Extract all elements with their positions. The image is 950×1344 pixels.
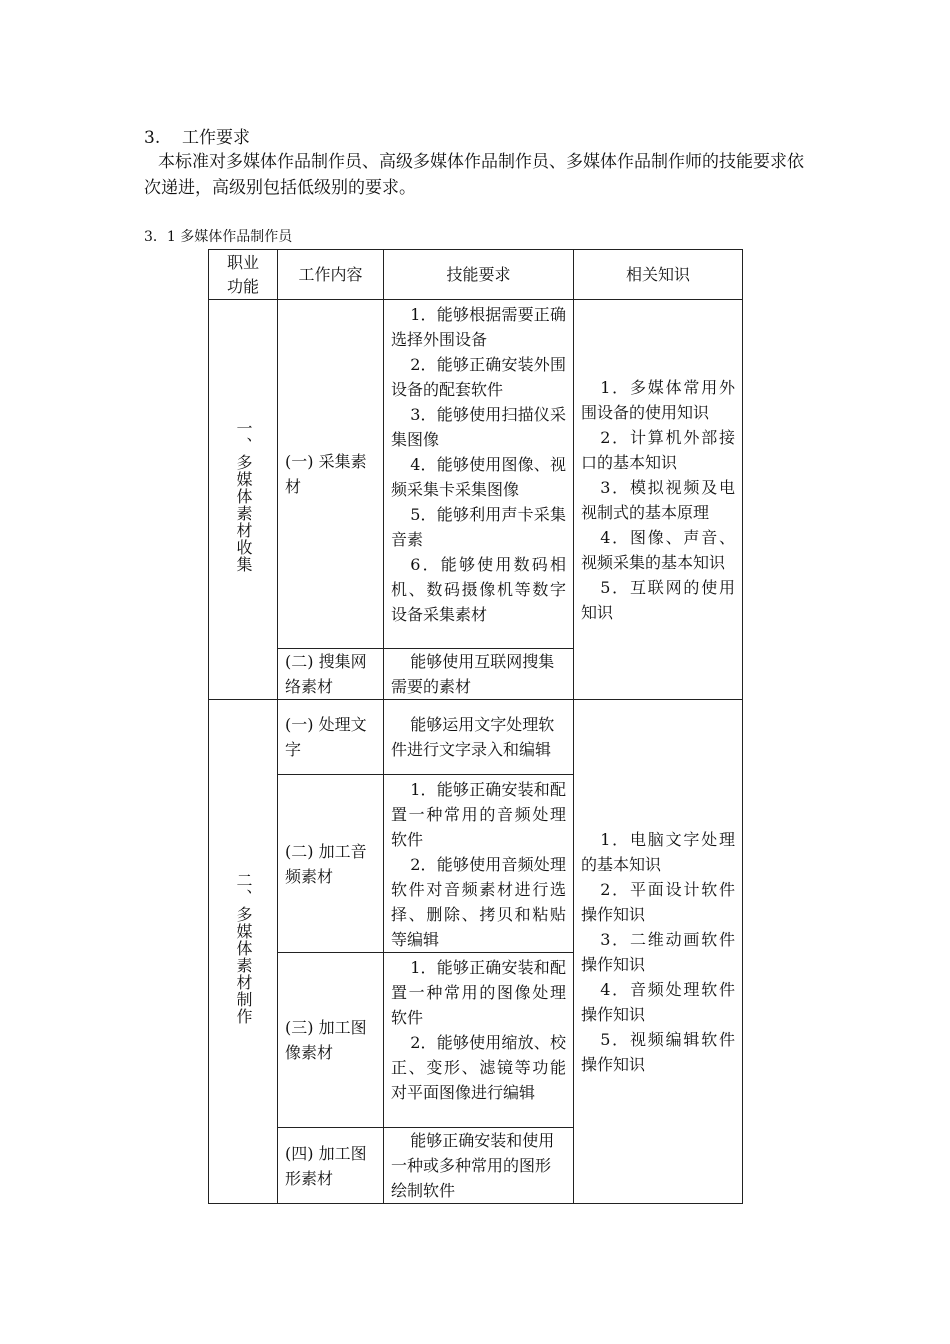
work-content-cell: (二) 加工音频素材 — [278, 775, 384, 953]
knowledge-item: 1．电脑文字处理的基本知识 — [581, 829, 735, 874]
work-content-cell: (四) 加工图形素材 — [278, 1128, 384, 1204]
knowledge-item: 4．音频处理软件操作知识 — [581, 979, 735, 1024]
knowledge-cell — [574, 700, 743, 1204]
skill-item: 1．能够正确安装和配置一种常用的音频处理软件 — [391, 780, 566, 849]
skill-item: 3．能够使用扫描仪采集图像 — [391, 405, 566, 449]
knowledge-item: 1．多媒体常用外围设备的使用知识 — [581, 377, 735, 422]
work-content-cell: (二) 搜集网络素材 — [278, 649, 384, 700]
knowledge-item: 2．计算机外部接口的基本知识 — [581, 427, 735, 472]
skill-item: 4．能够使用图像、视频采集卡采集图像 — [391, 455, 566, 499]
skills-cell — [384, 300, 574, 649]
skills-cell — [384, 775, 574, 953]
skill-item: 6．能够使用数码相机、数码摄像机等数字设备采集素材 — [391, 555, 566, 624]
knowledge-item: 4．图像、声音、视频采集的基本知识 — [581, 527, 735, 572]
header-skills: 技能要求 — [384, 250, 574, 300]
header-function — [209, 250, 278, 300]
work-content-cell: (一) 采集素材 — [278, 300, 384, 649]
table-row — [209, 300, 743, 649]
function-label: 一、多媒体素材收集 — [234, 419, 253, 573]
knowledge-item: 5．互联网的使用知识 — [581, 577, 735, 622]
skill-item: 2．能够使用缩放、校正、变形、滤镜等功能对平面图像进行编辑 — [391, 1033, 566, 1102]
skills-cell — [384, 953, 574, 1128]
subsection-heading: 3．1 多媒体作品制作员 — [144, 229, 293, 245]
skills-cell: 能够使用互联网搜集需要的素材 — [384, 649, 574, 700]
section-number: 3. — [144, 128, 161, 148]
header-function-label: 职业功能 — [226, 252, 259, 296]
skill-item: 5．能够利用声卡采集音素 — [391, 505, 566, 549]
work-content-cell: (一) 处理文字 — [278, 700, 384, 775]
header-content: 工作内容 — [278, 250, 384, 300]
header-knowledge: 相关知识 — [574, 250, 743, 300]
skill-item: 2．能够正确安装外围设备的配套软件 — [391, 355, 566, 399]
knowledge-item: 2．平面设计软件操作知识 — [581, 879, 735, 924]
table-row — [209, 700, 743, 775]
skill-item: 1．能够正确安装和配置一种常用的图像处理软件 — [391, 958, 566, 1027]
knowledge-item: 3．二维动画软件操作知识 — [581, 929, 735, 974]
work-content-cell: (三) 加工图像素材 — [278, 953, 384, 1128]
function-label: 二、多媒体素材制作 — [234, 871, 253, 1025]
function-cell — [209, 700, 278, 1204]
knowledge-item: 5．视频编辑软件操作知识 — [581, 1029, 735, 1074]
skills-cell: 能够运用文字处理软件进行文字录入和编辑 — [384, 700, 574, 775]
section-intro — [144, 149, 814, 201]
section-heading — [144, 126, 814, 150]
section-title: 工作要求 — [182, 128, 250, 148]
skill-item: 2．能够使用音频处理软件对音频素材进行选择、删除、拷贝和粘贴等编辑 — [391, 855, 566, 949]
knowledge-item: 3．模拟视频及电视制式的基本原理 — [581, 477, 735, 522]
table-header-row — [209, 250, 743, 300]
function-cell — [209, 300, 278, 700]
skill-item: 1．能够根据需要正确选择外围设备 — [391, 305, 566, 349]
skill-requirements-table — [208, 249, 743, 1204]
intro-paragraph: 本标准对多媒体作品制作员、高级多媒体作品制作员、多媒体作品制作师的技能要求依次递进，高级别包括低级别的要求。 — [144, 152, 804, 198]
skills-cell: 能够正确安装和使用一种或多种常用的图形绘制软件 — [384, 1128, 574, 1204]
knowledge-cell — [574, 300, 743, 700]
